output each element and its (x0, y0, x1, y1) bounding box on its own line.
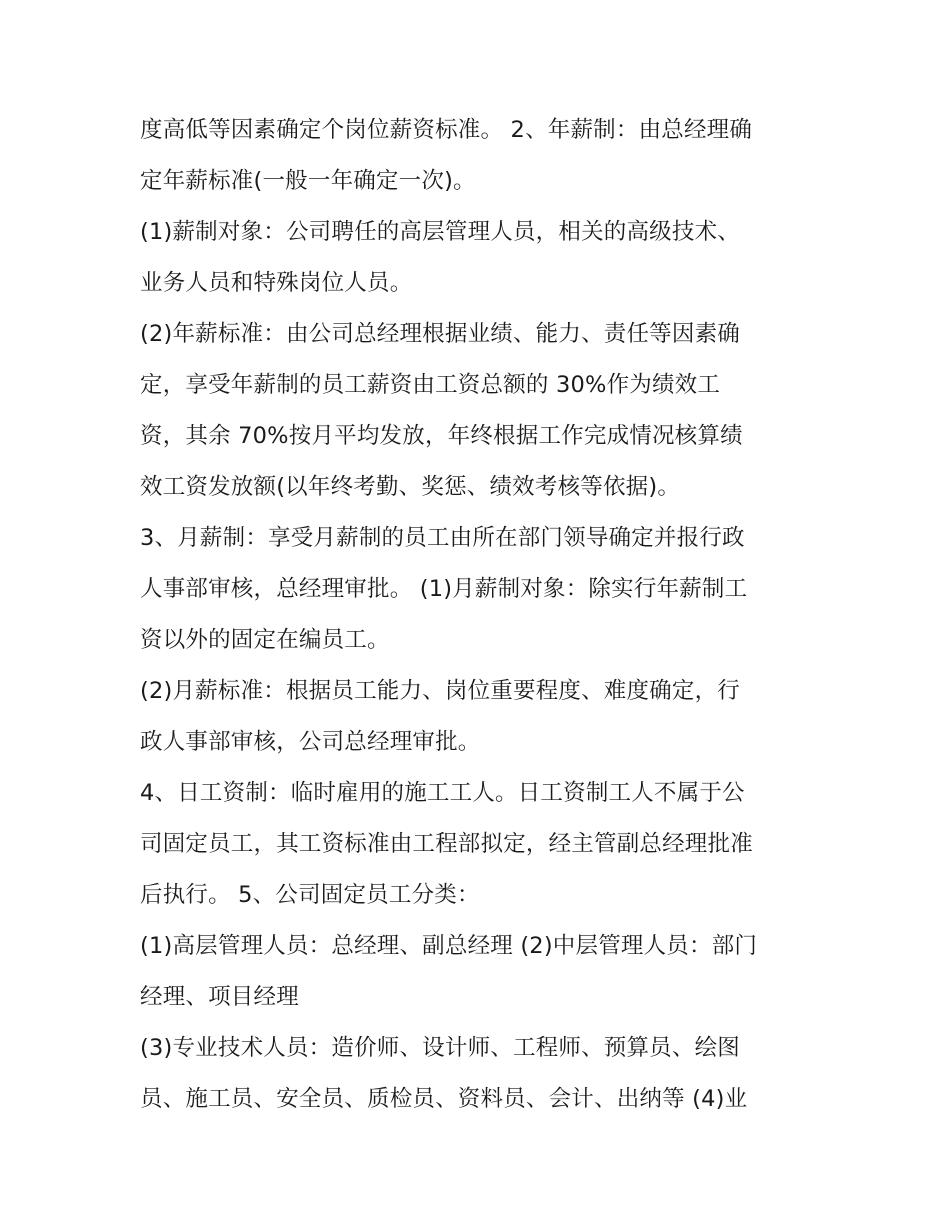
text-line: 业务人员和特殊岗位人员。 (140, 270, 413, 296)
text-line: (1)薪制对象：公司聘任的高层管理人员，相关的高级技术、 (140, 219, 740, 245)
text-line: (2)年薪标准：由公司总经理根据业绩、能力、责任等因素确 (140, 321, 740, 347)
text-line: (2)月薪标准：根据员工能力、岗位重要程度、难度确定，行 (140, 678, 740, 704)
text-line: 后执行。 5、公司固定员工分类： (140, 882, 480, 908)
text-line: 政人事部审核，公司总经理审批。 (140, 729, 481, 755)
text-line: 司固定员工，其工资标准由工程部拟定，经主管副总经理批准 (140, 831, 753, 857)
text-line: 资，其余 70%按月平均发放，年终根据工作完成情况核算绩 (140, 423, 743, 449)
document-body (140, 105, 820, 1125)
text-line: 定年薪标准(一般一年确定一次)。 (140, 168, 476, 194)
text-line: (3)专业技术人员：造价师、设计师、工程师、预算员、绘图 (140, 1035, 740, 1061)
text-line: 经理、项目经理 (140, 984, 299, 1010)
text-line: 4、日工资制：临时雇用的施工工人。日工资制工人不属于公 (140, 780, 745, 806)
text-line: 效工资发放额(以年终考勤、奖惩、绩效考核等依据)。 (140, 474, 681, 500)
text-line: 度高低等因素确定个岗位薪资标准。 2、年薪制：由总经理确 (140, 117, 753, 143)
text-line: 员、施工员、安全员、质检员、资料员、会计、出纳等 (4)业 (140, 1086, 748, 1112)
text-line: (1)高层管理人员：总经理、副总经理 (2)中层管理人员：部门 (140, 933, 758, 959)
text-line: 资以外的固定在编员工。 (140, 627, 390, 653)
text-line: 3、月薪制：享受月薪制的员工由所在部门领导确定并报行政 (140, 525, 745, 551)
text-line: 定，享受年薪制的员工薪资由工资总额的 30%作为绩效工 (140, 372, 721, 398)
text-line: 人事部审核，总经理审批。 (1)月薪制对象：除实行年薪制工 (140, 576, 748, 602)
